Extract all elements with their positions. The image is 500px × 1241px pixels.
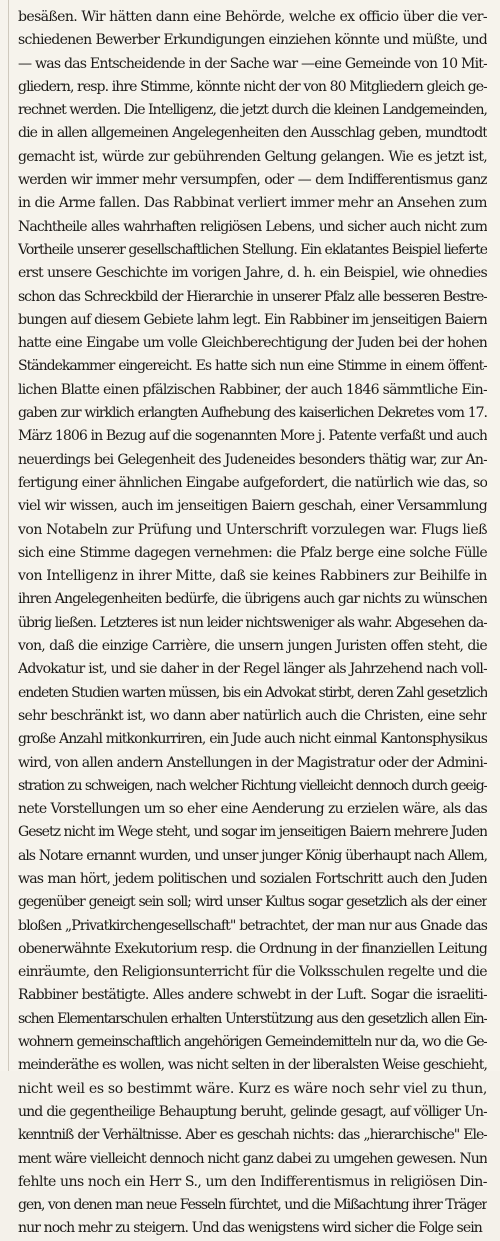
text-line: — was das Entscheidende in der Sache war —eine Gemeinde von 10 Mit-	[18, 55, 487, 72]
text-line: obenerwähnte Exekutorium resp. die Ordnung in der finanziellen Leitung	[18, 940, 487, 957]
page-edge-rule	[8, 0, 9, 1071]
text-line: als Notare ernannt wurden, und unser junger König überhaupt nach Allem,	[18, 847, 487, 864]
text-line: kenntniß der Verhältnisse. Aber es geschah nichts: das „hierarchische" Ele-	[18, 1127, 487, 1144]
text-line: nete Vorstellungen um so eher eine Aenderung zu erzielen wäre, als das	[18, 801, 487, 818]
text-line: sehr beschränkt ist, wo dann aber natürlich auch die Christen, eine sehr	[18, 707, 487, 724]
text-line: von Intelligenz in ihrer Mitte, daß sie keines Rabbiners zur Beihilfe in	[18, 568, 487, 585]
text-line: von, daß die einzige Carrière, die unsern jungen Juristen offen steht, die	[18, 638, 487, 655]
text-line: schiedenen Bewerber Erkundigungen einziehen könnte und müßte, und	[18, 32, 487, 49]
text-line: übrig ließen. Letzteres ist nun leider nichtsweniger als wahr. Abgesehen da-	[18, 614, 487, 631]
text-line: gen, von denen man neue Fesseln fürchtet, und die Mißachtung ihrer Träger	[18, 1197, 487, 1214]
text-line: Vortheile unserer gesellschaftlichen Stellung. Ein eklatantes Beispiel lieferte	[18, 241, 487, 258]
text-line: wird, von allen andern Anstellungen in der Magistratur oder der Admini-	[18, 754, 487, 771]
text-line: von Notabeln zur Prüfung und Unterschrift vorzulegen war. Flugs ließ	[18, 521, 487, 538]
text-line: in die Arme fallen. Das Rabbinat verliert immer mehr an Ansehen zum	[18, 195, 487, 212]
text-line: gaben zur wirklich erlangten Aufhebung des kaiserlichen Dekretes vom 17.	[18, 405, 487, 422]
text-line: werden wir immer mehr versumpfen, oder — dem Indifferentismus ganz	[18, 172, 487, 189]
text-line: Rabbiner bestätigte. Alles andere schwebt in der Luft. Sogar die israeliti-	[18, 987, 487, 1004]
text-line: Nachtheile alles wahrhaften religiösen Lebens, und sicher auch nicht zum	[18, 218, 487, 235]
text-line: was man hört, jedem politischen und sozialen Fortschritt auch den Juden	[18, 870, 487, 887]
text-line: endeten Studien warten müssen, bis ein Advokat stirbt, deren Zahl gesetzlich	[18, 684, 487, 701]
text-line: besäßen. Wir hätten dann eine Behörde, welche ex officio über die ver-	[18, 9, 487, 25]
text-line: bungen auf diesem Gebiete lahm legt. Ein Rabbiner im jenseitigen Baiern	[18, 311, 487, 328]
text-line: sich eine Stimme dagegen vernehmen: die Pfalz berge eine solche Fülle	[18, 544, 487, 561]
text-line: gemacht ist, würde zur gebührenden Geltung gelangen. Wie es jetzt ist,	[18, 148, 487, 165]
text-line: schen Elementarschulen erhalten Unterstützung aus den gesetzlich allen Ein-	[18, 1010, 487, 1027]
text-line: lichen Blatte einen pfälzischen Rabbiner, der auch 1846 sämmtliche Ein-	[18, 381, 487, 398]
text-line: ment wäre vielleicht dennoch nicht ganz dabei zu umgehen gewesen. Nun	[18, 1150, 487, 1167]
text-line: die in allen allgemeinen Angelegenheiten den Ausschlag geben, mundtodt	[18, 125, 487, 142]
text-line: stration zu schweigen, nach welcher Richtung vielleicht dennoch durch geeig-	[18, 777, 487, 794]
text-line: wohnern gemeinschaftlich angehörigen Gemeindemitteln nur da, wo die Ge-	[18, 1034, 487, 1051]
text-line: bloßen „Privatkirchengesellschaft" betrachtet, der man nur aus Gnade das	[18, 917, 487, 934]
text-line: viel wir wissen, auch im jenseitigen Baiern geschah, einer Versammlung	[18, 498, 487, 515]
text-line: nicht weil es so bestimmt wäre. Kurz es wäre noch sehr viel zu thun,	[18, 1080, 487, 1097]
text-line: hatte eine Eingabe um volle Gleichberechtigung der Juden bei der hohen	[18, 335, 487, 352]
text-line: gliedern, resp. ihre Stimme, könnte nicht der von 80 Mitgliedern gleich ge-	[18, 78, 487, 95]
text-line: Gesetz nicht im Wege steht, und sogar im jenseitigen Baiern mehrere Juden	[18, 824, 487, 841]
text-line: schon das Schreckbild der Hierarchie in unserer Pfalz alle besseren Bestre-	[18, 288, 487, 305]
text-line: nur noch mehr zu steigern. Und das wenigstens wird sicher die Folge sein	[18, 1220, 482, 1237]
text-line: fertigung einer ähnlichen Eingabe aufgefordert, die natürlich wie das, so	[18, 474, 487, 491]
text-line: und die gegentheilige Behauptung beruht, gelinde gesagt, auf völliger Un-	[18, 1103, 487, 1120]
text-column	[18, 6, 487, 1241]
text-line: rechnet werden. Die Intelligenz, die jetzt durch die kleinen Landgemeinden,	[18, 102, 487, 119]
text-line: große Anzahl mitkonkurriren, ein Jude auch nicht einmal Kantonsphysikus	[18, 731, 487, 748]
text-line: Advokatur ist, und sie daher in der Regel länger als Jahrzehend nach voll-	[18, 661, 487, 678]
text-line: erst unsere Geschichte im vorigen Jahre, d. h. ein Beispiel, wie ohnedies	[18, 265, 487, 282]
text-line: neuerdings bei Gelegenheit des Judeneides besonders thätig war, zur An-	[18, 451, 487, 468]
text-line: meinderäthe es wollen, was nicht selten in der liberalsten Weise geschieht,	[18, 1057, 487, 1074]
text-line: Ständekammer eingereicht. Es hatte sich nun eine Stimme in einem öffent-	[18, 358, 487, 375]
text-line: ihren Angelegenheiten bedürfe, die übrigens auch gar nichts zu wünschen	[18, 591, 487, 608]
text-line: einräumte, den Religionsunterricht für die Volksschulen regelte und die	[18, 964, 487, 981]
text-line: März 1806 in Bezug auf die sogenannten More j. Patente verfaßt und auch	[18, 428, 487, 445]
text-line: gegenüber geneigt sein soll; wird unser Kultus sogar gesetzlich als der einer	[18, 894, 487, 911]
text-line: fehlte uns noch ein Herr S., um den Indifferentismus in religiösen Din-	[18, 1173, 487, 1190]
